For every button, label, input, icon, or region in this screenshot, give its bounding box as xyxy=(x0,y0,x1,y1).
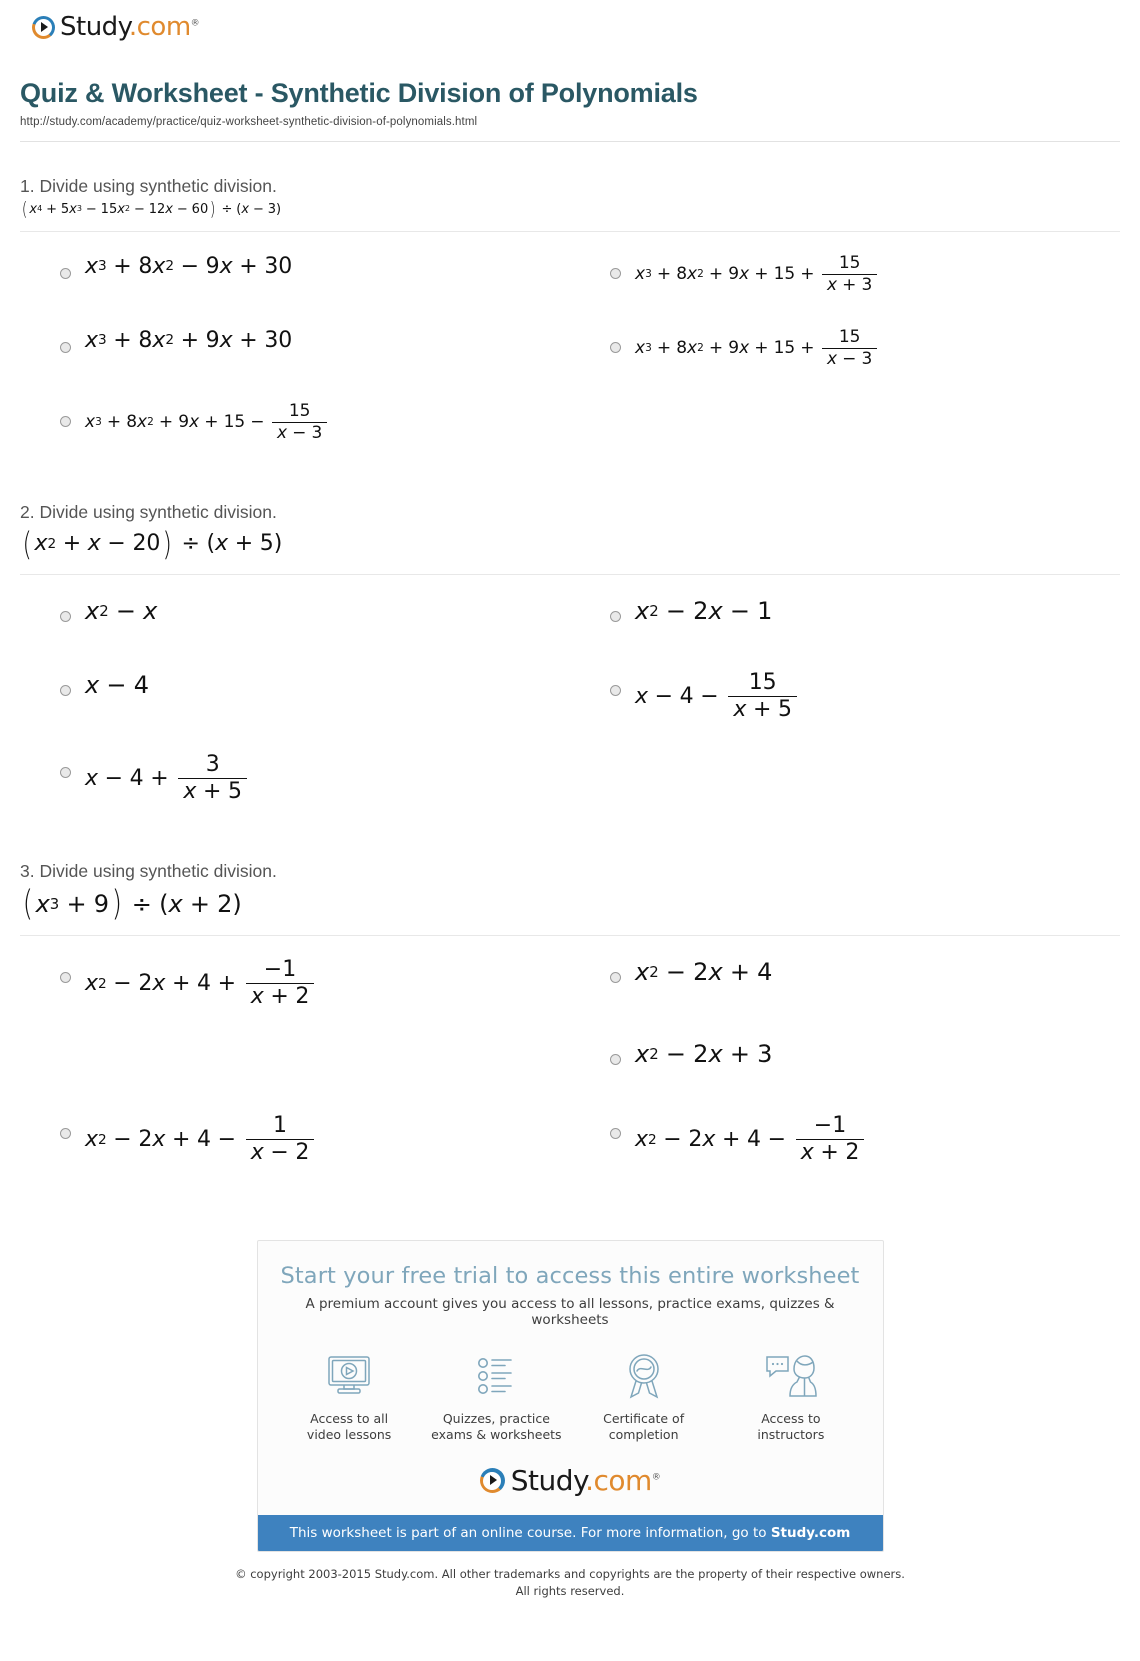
feature-certificate-caption: Certificate of completion xyxy=(603,1410,685,1443)
option-spacer xyxy=(570,394,1120,468)
page-title: Quiz & Worksheet - Synthetic Division of Polynomials xyxy=(20,77,698,108)
option-1d-text: x 3 + 8 x 2 + 9 x + 15 + $\frac{15}{x - 3}$ xyxy=(635,328,880,369)
option-1e[interactable] xyxy=(20,394,570,468)
feature-video-lessons-caption: Access to all video lessons xyxy=(306,1410,392,1443)
option-1c-text: x 3 + 8 x 2 + 9 x + 30 xyxy=(85,327,293,353)
option-3a-text: x 2 − 2 x + 4 + $\frac{-1}{x + 2}$ xyxy=(85,958,317,1010)
option-2e-text: x − 4 + $\frac{3}{x + 5}$ xyxy=(85,753,250,805)
promo-band-link[interactable]: Study.com xyxy=(770,1525,851,1542)
question-1-number: 1. xyxy=(20,175,35,196)
page-url: http://study.com/academy/practice/quiz-worksheet-synthetic-division-of-polynomials.html xyxy=(20,115,478,128)
promo-band[interactable] xyxy=(258,1515,883,1551)
option-1b[interactable] xyxy=(570,246,1120,320)
option-1b-text: x 3 + 8 x 2 + 9 x + 15 + $\frac{15}{x + 3}$ xyxy=(635,254,880,295)
option-spacer xyxy=(20,1032,570,1106)
option-1e-text: x 3 + 8 x 2 + 9 x + 15 − $\frac{15}{x - 3}$ xyxy=(85,402,330,443)
option-3d-text: x 2 − 2 x + 4 − $\frac{1}{x - 2}$ xyxy=(85,1114,317,1166)
radio-button[interactable] xyxy=(610,685,621,696)
feature-quizzes xyxy=(423,1350,570,1445)
play-circle-icon xyxy=(32,16,55,39)
radio-button[interactable] xyxy=(610,1054,621,1065)
play-circle-icon xyxy=(480,1468,505,1493)
brand-bar xyxy=(20,0,1120,50)
option-2e[interactable] xyxy=(20,745,570,827)
question-3-expression: ( x 3 + 9 ) ÷ ( x + 2) xyxy=(22,883,242,924)
option-2d[interactable] xyxy=(570,663,1120,745)
option-2c[interactable] xyxy=(20,663,570,745)
award-ribbon-icon xyxy=(570,1350,717,1402)
option-3b[interactable] xyxy=(570,950,1120,1032)
copyright-footer xyxy=(20,1566,1120,1599)
question-2 xyxy=(20,502,1120,827)
option-1a-text: x 3 + 8 x 2 − 9 x + 30 xyxy=(85,253,293,279)
study-logo[interactable] xyxy=(32,12,199,42)
radio-button[interactable] xyxy=(60,268,71,279)
title-block xyxy=(20,50,1120,142)
question-3-options xyxy=(20,936,1120,1188)
promo-heading: Start your free trial to access this entire worksheet xyxy=(280,1262,860,1289)
question-1 xyxy=(20,176,1120,468)
option-3d[interactable] xyxy=(20,1106,570,1188)
option-3a[interactable] xyxy=(20,950,570,1032)
instructor-chat-icon xyxy=(717,1350,864,1402)
option-1c[interactable] xyxy=(20,320,570,394)
option-1a[interactable] xyxy=(20,246,570,320)
option-1d[interactable] xyxy=(570,320,1120,394)
promo-study-logo[interactable] xyxy=(276,1464,865,1503)
question-3 xyxy=(20,861,1120,1188)
study-logo-text xyxy=(60,12,199,42)
radio-button[interactable] xyxy=(610,972,621,983)
feature-instructors-caption: Access to instructors xyxy=(757,1410,825,1443)
brand-name: Study xyxy=(60,12,129,42)
promo-logo-text: Study.com® xyxy=(510,1464,661,1498)
monitor-play-icon xyxy=(276,1350,423,1402)
feature-quizzes-caption: Quizzes, practice exams & worksheets xyxy=(431,1410,562,1443)
option-3e-text: x 2 − 2 x + 4 − $\frac{-1}{x + 2}$ xyxy=(635,1114,867,1166)
question-2-options xyxy=(20,575,1120,827)
feature-video-lessons xyxy=(276,1350,423,1445)
feature-instructors xyxy=(717,1350,864,1445)
question-1-prompt-text: Divide using synthetic division. xyxy=(39,175,277,196)
radio-button[interactable] xyxy=(610,1128,621,1139)
question-2-expression: ( x 2 + x − 20 ) ÷ ( x + 5) xyxy=(22,524,283,563)
option-3b-text: x 2 − 2 x + 4 xyxy=(635,957,773,986)
option-3e[interactable] xyxy=(570,1106,1120,1188)
free-trial-promo-box xyxy=(257,1240,884,1553)
promo-features xyxy=(276,1350,865,1445)
radio-button[interactable] xyxy=(60,342,71,353)
option-3c-text: x 2 − 2 x + 3 xyxy=(635,1039,773,1068)
question-1-prompt xyxy=(20,176,1120,197)
radio-button[interactable] xyxy=(610,268,621,279)
checklist-icon xyxy=(423,1350,570,1402)
radio-button[interactable] xyxy=(60,972,71,983)
header-divider xyxy=(20,141,1120,142)
feature-certificate xyxy=(570,1350,717,1445)
radio-button[interactable] xyxy=(60,416,71,427)
question-3-prompt xyxy=(20,861,1120,882)
question-3-number: 3. xyxy=(20,860,35,881)
option-spacer xyxy=(570,745,1120,827)
option-3c[interactable] xyxy=(570,1032,1120,1106)
radio-button[interactable] xyxy=(610,611,621,622)
radio-button[interactable] xyxy=(60,1128,71,1139)
copyright-line-1: © copyright 2003-2015 Study.com. All other trademarks and copyrights are the property of their respective owners. xyxy=(235,1567,905,1582)
question-1-options xyxy=(20,232,1120,468)
question-3-prompt-text: Divide using synthetic division. xyxy=(39,860,277,881)
radio-button[interactable] xyxy=(60,685,71,696)
trademark-mark: ® xyxy=(190,18,200,29)
option-2d-text: x − 4 − $\frac{15}{x + 5}$ xyxy=(635,671,800,723)
radio-button[interactable] xyxy=(60,767,71,778)
option-2b[interactable] xyxy=(570,589,1120,663)
option-2b-text: x 2 − 2 x − 1 xyxy=(635,596,773,625)
question-2-number: 2. xyxy=(20,501,35,522)
promo-wrapper xyxy=(20,1240,1120,1553)
question-1-expression: ( x 4 + 5 x 3 − 15 x 2 − 12 x − 60 ) ÷ ( x − 3) xyxy=(21,198,282,220)
option-2a-text: x 2 − x xyxy=(85,596,158,625)
question-2-prompt xyxy=(20,502,1120,523)
radio-button[interactable] xyxy=(60,611,71,622)
radio-button[interactable] xyxy=(610,342,621,353)
copyright-line-2: All rights reserved. xyxy=(515,1583,625,1598)
promo-subheading: A premium account gives you access to all lessons, practice exams, quizzes & worksheets xyxy=(305,1295,835,1328)
brand-suffix: .com xyxy=(128,12,191,42)
option-2c-text: x − 4 xyxy=(85,670,149,699)
promo-band-text: This worksheet is part of an online course. For more information, go to xyxy=(289,1525,771,1542)
option-2a[interactable] xyxy=(20,589,570,663)
question-2-prompt-text: Divide using synthetic division. xyxy=(39,501,277,522)
